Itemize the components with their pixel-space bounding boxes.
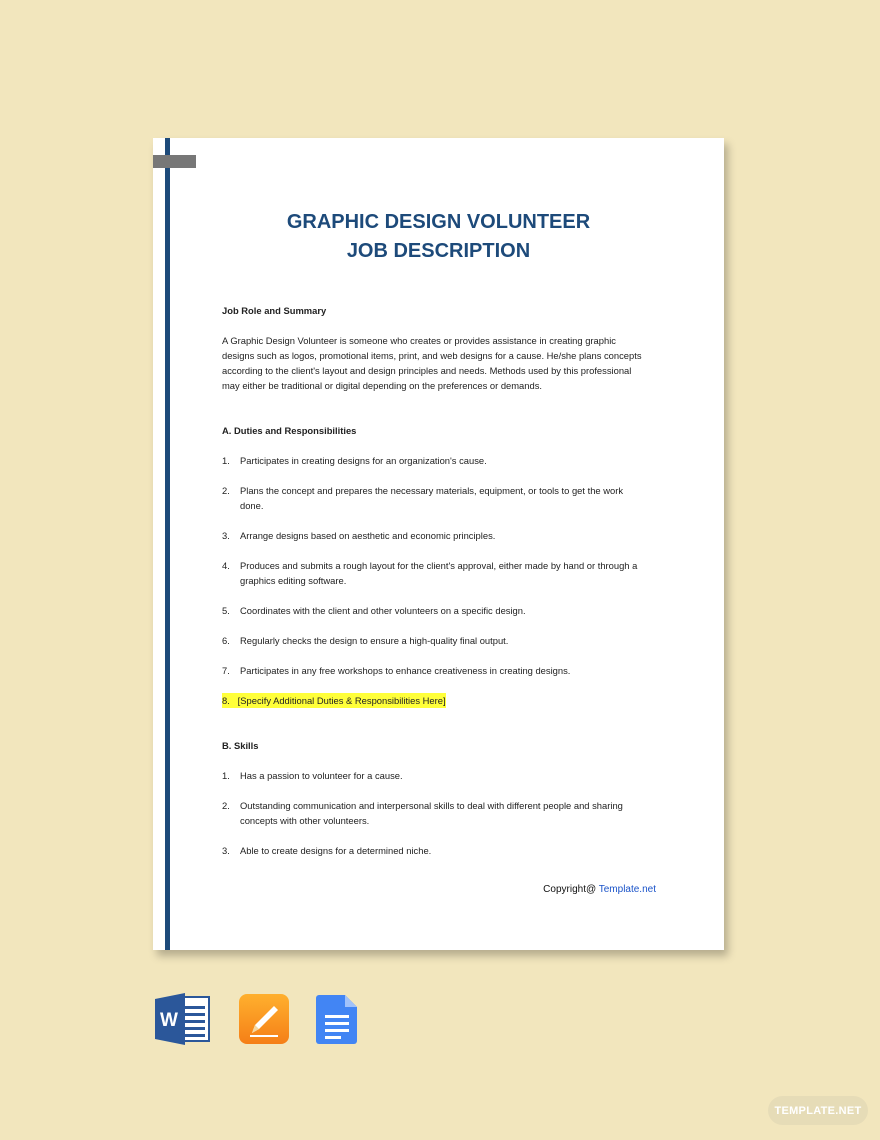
skill-text: concepts with other volunteers. [240,815,370,826]
title-line-2: JOB DESCRIPTION [346,240,531,262]
duty-item-1 [222,453,662,468]
skill-item-1 [222,768,662,783]
title-line-1: GRAPHIC DESIGN VOLUNTEER [286,211,591,233]
duties-heading: A. Duties and Responsibilities [222,425,357,436]
duty-item-7 [222,663,662,678]
duty-number: 5. [222,605,230,616]
highlighted-placeholder [222,693,446,708]
google-docs-icon[interactable] [315,993,361,1045]
duty-text: Produces and submits a rough layout for the client's approval, either made by hand or through a [240,560,638,571]
skill-number: 3. [222,845,230,856]
pages-icon[interactable] [238,993,290,1045]
skill-text: Has a passion to volunteer for a cause. [240,770,403,781]
copyright-label: Copyright@ [543,884,597,895]
summary-line: may either be traditional or digital depending on the preferences or demands. [222,380,542,391]
duty-text: Arrange designs based on aesthetic and economic principles. [240,530,496,541]
skill-text: Able to create designs for a determined niche. [240,845,432,856]
duty-item-4 [222,558,662,588]
duty-number: 4. [222,560,230,571]
skill-number: 2. [222,800,230,811]
svg-text:W: W [160,1010,178,1031]
duty-text: Participates in any free workshops to enhance creativeness in creating designs. [240,665,571,676]
duty-item-3 [222,528,662,543]
summary-paragraph [222,333,662,393]
skill-item-3 [222,843,662,858]
duty-text: Participates in creating designs for an organization's cause. [240,455,487,466]
duty-item-2 [222,483,662,513]
summary-line: according to the client's layout and design principles and needs. Methods used by this professional [222,365,632,376]
skills-heading: B. Skills [222,740,259,751]
duty-item-8-placeholder [222,693,662,708]
summary-line: A Graphic Design Volunteer is someone who creates or provides assistance in creating graphic [222,335,616,346]
duty-item-5 [222,603,662,618]
word-icon[interactable] [155,993,207,1045]
duty-text: graphics editing software. [240,575,347,586]
skill-number: 1. [222,770,230,781]
skill-item-2 [222,798,662,828]
duty-text: Plans the concept and prepares the necessary materials, equipment, or tools to get the work [240,485,624,496]
page-title [153,208,724,266]
document-page [153,138,724,950]
copyright-link[interactable]: Template.net [598,884,656,895]
skill-text: Outstanding communication and interpersonal skills to deal with different people and sharing [240,800,623,811]
duty-number: 7. [222,665,230,676]
duty-number: 6. [222,635,230,646]
summary-line: designs such as logos, promotional items, print, and web designs for a cause. He/she plans concepts [222,350,642,361]
duty-text: [Specify Additional Duties & Responsibilities Here] [237,695,446,706]
template-net-badge[interactable]: TEMPLATE.NET [768,1096,868,1125]
duty-text: Coordinates with the client and other volunteers on a specific design. [240,605,526,616]
duty-item-6 [222,633,662,648]
duty-number: 8. [222,695,230,706]
duty-text: done. [240,500,264,511]
page-tab-marker [153,155,196,168]
duty-text: Regularly checks the design to ensure a high-quality final output. [240,635,509,646]
document-body [222,303,662,858]
summary-heading: Job Role and Summary [222,305,327,316]
duty-number: 3. [222,530,230,541]
duty-number: 1. [222,455,230,466]
copyright-line [543,884,656,895]
duty-number: 2. [222,485,230,496]
